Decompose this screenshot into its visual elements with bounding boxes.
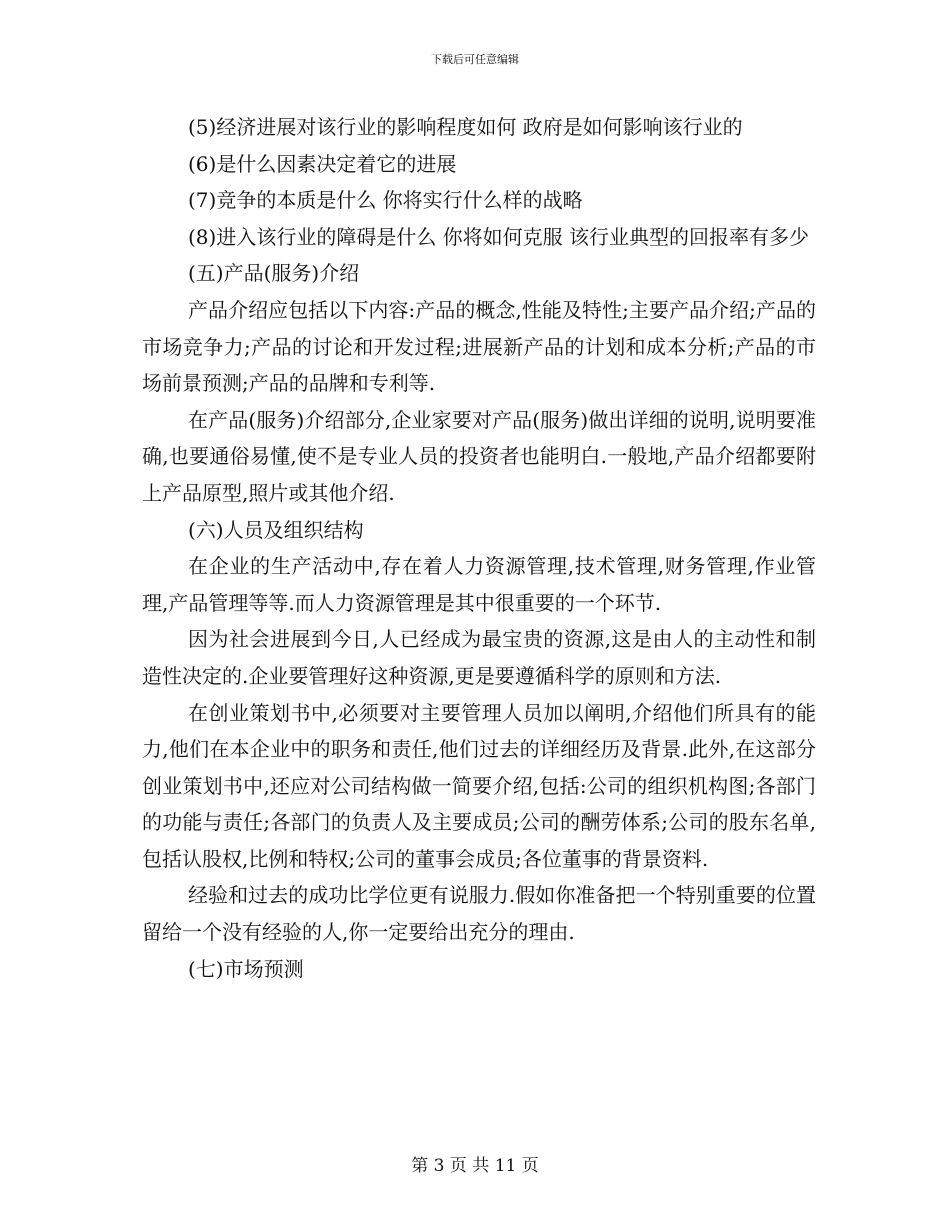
paragraph-management-team: 在创业策划书中,必须要对主要管理人员加以阐明,介绍他们所具有的能力,他们在本企业中的职务和责任,他们过去的详细经历及背景.此外,在这部分创业策划书中,还应对公司结构做一简要介绍,包括:公司的组织机构图;各部门的功能与责任;各部门的负责人及主要成员;公司的酬劳体系;公司的股东名单,包括认股权,比例和特权;公司的董事会成员;各位董事的背景资料. (142, 700, 816, 871)
document-body (142, 109, 816, 987)
section-heading-product: (五)产品(服务)介绍 (188, 261, 360, 286)
list-item-5: (5)经济进展对该行业的影响程度如何 政府是如何影响该行业的 (188, 115, 743, 139)
page-header: 下载后可任意编辑 (431, 53, 519, 66)
paragraph-experience: 经验和过去的成功比学位更有说服力.假如你准备把一个特别重要的位置留给一个没有经验的人,你一定要给出充分的理由. (142, 883, 816, 945)
list-item-7: (7)竞争的本质是什么 你将实行什么样的战略 (188, 188, 583, 213)
section-heading-personnel: (六)人员及组织结构 (188, 517, 364, 542)
paragraph-human-resources: 因为社会进展到今日,人已经成为最宝贵的资源,这是由人的主动性和制造性决定的.企业要管理好这种资源,更是要遵循科学的原则和方法. (142, 627, 816, 688)
paragraph-management-types: 在企业的生产活动中,存在着人力资源管理,技术管理,财务管理,作业管理,产品管理等等.而人力资源管理是其中很重要的一个环节. (142, 554, 816, 615)
paragraph-product-contents: 产品介绍应包括以下内容:产品的概念,性能及特性;主要产品介绍;产品的市场竞争力;产品的讨论和开发过程;进展新产品的计划和成本分析;产品的市场前景预测;产品的品牌和专利等. (142, 297, 816, 396)
list-item-6: (6)是什么因素决定着它的进展 (188, 151, 457, 176)
paragraph-product-explanation: 在产品(服务)介绍部分,企业家要对产品(服务)做出详细的说明,说明要准确,也要通俗易懂,使不是专业人员的投资者也能明白.一般地,产品介绍都要附上产品原型,照片或其他介绍. (142, 407, 816, 505)
list-item-8: (8)进入该行业的障碍是什么 你将如何克服 该行业典型的回报率有多少 (188, 224, 810, 249)
section-heading-market-forecast: (七)市场预测 (188, 956, 304, 981)
page-number: 第 3 页 共 11 页 (411, 1156, 539, 1176)
